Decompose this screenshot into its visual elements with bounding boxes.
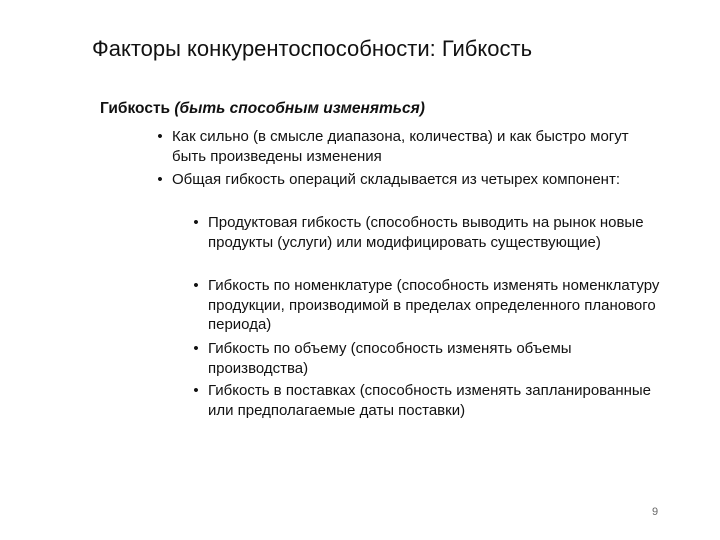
bullet-icon: • [157, 171, 163, 188]
bullet-icon: • [157, 128, 163, 145]
bullet-text: Как сильно (в смысле диапазона, количества) и как быстро могут быть произведены изменения [172, 128, 629, 165]
bullet-icon: • [193, 277, 199, 294]
lead-heading [100, 99, 425, 119]
bullet-icon: • [193, 214, 199, 231]
sub-bullet-item [193, 381, 668, 420]
bullet-item [157, 170, 642, 190]
bullet-text: Общая гибкость операций складывается из четырех компонент: [172, 171, 621, 188]
page-number: 9 [652, 506, 659, 518]
bullet-icon: • [193, 382, 199, 399]
bullet-text: Гибкость по объему (способность изменять объемы производства) [208, 340, 572, 377]
lead-heading-parenthetical: (быть способным изменяться) [174, 100, 425, 117]
sub-bullet-item [193, 339, 668, 378]
slide-title: Факторы конкурентоспособности: Гибкость [92, 36, 533, 61]
bullet-text: Продуктовая гибкость (способность выводить на рынок новые продукты (услуги) или модифицировать существующие) [208, 214, 644, 251]
bullet-text: Гибкость в поставках (способность изменять запланированные или предполагаемые даты поставки) [208, 382, 652, 419]
bullet-text: Гибкость по номенклатуре (способность изменять номенклатуру продукции, производимой в пределах определенного планового периода) [208, 277, 660, 333]
sub-bullet-item [193, 213, 668, 252]
sub-bullet-item [193, 276, 668, 335]
bullet-item [157, 127, 642, 166]
lead-heading-main: Гибкость [100, 100, 175, 117]
bullet-icon: • [193, 340, 199, 357]
